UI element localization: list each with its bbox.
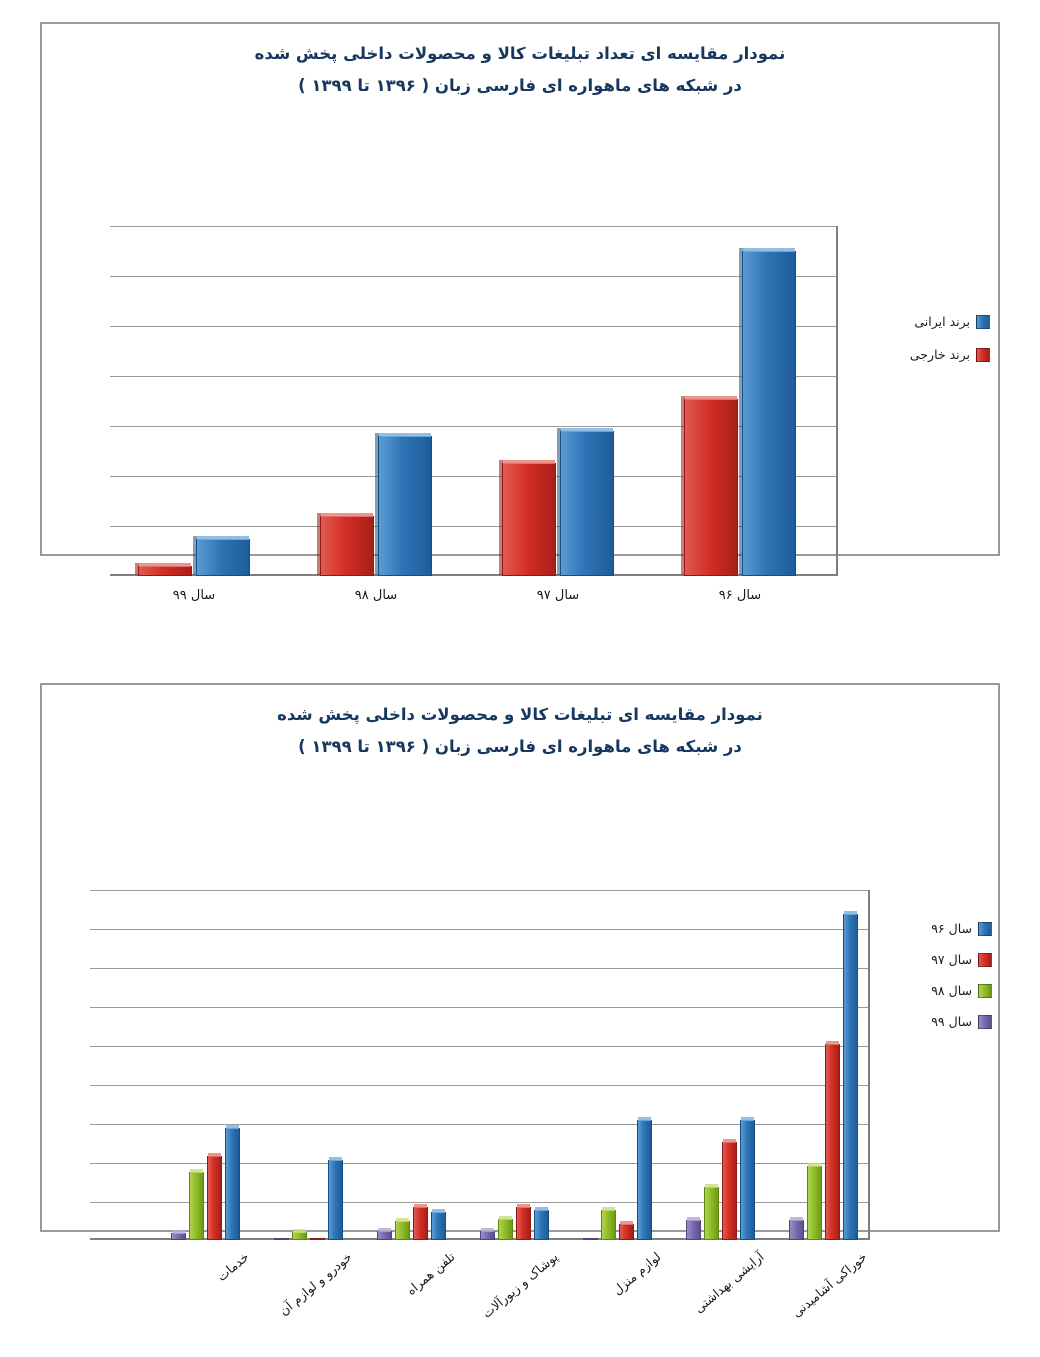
bars-layer-1 — [110, 226, 838, 576]
legend-label: سال ۹۸ — [931, 983, 972, 998]
bar-clothing-99 — [480, 1231, 495, 1240]
bar-side — [681, 396, 685, 575]
bar-home-99 — [583, 1238, 598, 1240]
bar-98-iranian — [378, 436, 432, 576]
bar-cap — [743, 248, 795, 252]
category-label-99: سال ۹۹ — [172, 588, 216, 604]
bar-side — [193, 536, 197, 575]
category-label-97: سال ۹۷ — [536, 588, 580, 604]
bar-home-98 — [601, 1210, 616, 1240]
bar-cap — [197, 536, 249, 540]
legend-2 — [882, 921, 992, 1045]
plot-box-1 — [110, 226, 838, 576]
bar-99-iranian — [196, 539, 250, 576]
bar-side — [375, 433, 379, 575]
legend-swatch-icon — [978, 984, 992, 998]
bar-auto-98 — [292, 1232, 307, 1240]
bar-cosmetics-99 — [686, 1220, 701, 1240]
bar-food-98 — [807, 1166, 822, 1240]
bar-cap — [499, 1216, 512, 1220]
bar-cap — [414, 1204, 427, 1208]
category-label-auto: خودرو و لوازم آن — [276, 1249, 355, 1319]
bar-cap — [561, 428, 613, 432]
bar-cap — [208, 1153, 221, 1157]
category-label-cosmetics: آرایشی بهداشتی — [691, 1249, 767, 1317]
bar-cap — [481, 1228, 494, 1232]
bar-side — [317, 513, 321, 575]
bar-cap — [432, 1209, 445, 1213]
bar-cap — [535, 1207, 548, 1211]
bar-clothing-98 — [498, 1219, 513, 1240]
legend-item-foreign-brand[interactable] — [870, 347, 990, 362]
legend-item-year-96[interactable] — [882, 921, 992, 936]
chart-title-2-line1: نمودار مقایسه ای تبلیغات کالا و محصولات داخلی پخش شده — [277, 705, 763, 724]
bar-side — [499, 460, 503, 575]
category-label-clothing: پوشاک و زیورآلات — [479, 1249, 561, 1322]
bar-cosmetics-97 — [722, 1142, 737, 1240]
bar-mobile-97 — [413, 1207, 428, 1240]
bar-cap — [172, 1230, 185, 1234]
bar-cap — [790, 1217, 803, 1221]
legend-item-iranian-brand[interactable] — [870, 314, 990, 329]
bar-cap — [329, 1157, 342, 1161]
bar-home-96 — [637, 1120, 652, 1240]
bar-cap — [321, 513, 373, 517]
chart-card-comparison-brands — [40, 22, 1000, 604]
bar-96-iranian — [742, 251, 796, 576]
bar-auto-96 — [328, 1160, 343, 1240]
bar-food-99 — [789, 1220, 804, 1240]
chart-title-2 — [42, 685, 998, 763]
bar-services-97 — [207, 1156, 222, 1240]
bar-clothing-96 — [534, 1210, 549, 1240]
bar-cosmetics-96 — [740, 1120, 755, 1240]
chart-card-categories-by-year — [40, 683, 1000, 1322]
category-label-food: خوراکی آشامیدنی — [788, 1249, 870, 1321]
bar-food-96 — [843, 914, 858, 1240]
bar-food-97 — [825, 1044, 840, 1240]
legend-1 — [870, 314, 990, 380]
bar-cap — [226, 1125, 239, 1129]
bar-cap — [844, 911, 857, 915]
bar-cap — [503, 460, 555, 464]
category-label-mobile: تلفن همراه — [403, 1249, 458, 1299]
legend-item-year-98[interactable] — [882, 983, 992, 998]
legend-swatch-icon — [978, 953, 992, 967]
legend-swatch-icon — [976, 315, 990, 329]
bar-cap — [723, 1139, 736, 1143]
legend-item-year-99[interactable] — [882, 1014, 992, 1029]
bar-auto-99 — [274, 1238, 289, 1240]
plot-box-2 — [90, 890, 870, 1240]
bar-auto-97 — [310, 1238, 325, 1240]
bar-cap — [638, 1117, 651, 1121]
bar-mobile-98 — [395, 1221, 410, 1240]
bar-cap — [741, 1117, 754, 1121]
bar-cap — [620, 1221, 633, 1225]
bar-cap — [517, 1204, 530, 1208]
bar-cap — [139, 563, 191, 567]
bar-mobile-96 — [431, 1212, 446, 1240]
bar-99-foreign — [138, 566, 192, 576]
chart-title-1-line2: در شبکه های ماهواره ای فارسی زبان ( ۱۳۹۶ تا ۱۳۹۹ ) — [298, 76, 742, 96]
legend-label: سال ۹۷ — [931, 952, 972, 967]
bar-side — [739, 248, 743, 575]
legend-swatch-icon — [978, 1015, 992, 1029]
chart-title-1-line1: نمودار مقایسه ای تعداد تبلیغات کالا و محصولات داخلی پخش شده — [254, 44, 786, 63]
bar-cap — [685, 396, 737, 400]
bar-97-foreign — [502, 463, 556, 576]
chart-title-1 — [42, 24, 998, 102]
bar-services-98 — [189, 1172, 204, 1240]
bar-96-foreign — [684, 399, 738, 576]
bar-cap — [808, 1163, 821, 1167]
bar-cap — [378, 1228, 391, 1232]
bar-cosmetics-98 — [704, 1187, 719, 1240]
bar-cap — [705, 1184, 718, 1188]
bar-cap — [602, 1207, 615, 1211]
bars-layer-2 — [90, 890, 870, 1240]
category-label-home: لوازم منزل — [609, 1249, 664, 1299]
bar-side — [135, 563, 139, 575]
bar-cap — [190, 1169, 203, 1173]
legend-label: سال ۹۶ — [931, 921, 972, 936]
category-label-96: سال ۹۶ — [718, 588, 762, 604]
bar-cap — [293, 1229, 306, 1233]
category-label-services: خدمات — [213, 1249, 252, 1285]
legend-swatch-icon — [976, 348, 990, 362]
bar-97-iranian — [560, 431, 614, 576]
bar-cap — [826, 1041, 839, 1045]
bar-cap — [396, 1218, 409, 1222]
bar-98-foreign — [320, 516, 374, 576]
legend-swatch-icon — [978, 922, 992, 936]
chart-title-2-line2: در شبکه های ماهواره ای فارسی زبان ( ۱۳۹۶ تا ۱۳۹۹ ) — [298, 737, 742, 757]
category-label-98: سال ۹۸ — [354, 588, 398, 604]
bar-home-97 — [619, 1224, 634, 1240]
bar-cap — [687, 1217, 700, 1221]
bar-services-99 — [171, 1233, 186, 1240]
bar-cap — [379, 433, 431, 437]
bar-side — [557, 428, 561, 575]
legend-label: برند خارجی — [909, 347, 970, 362]
bar-clothing-97 — [516, 1207, 531, 1240]
legend-label: سال ۹۹ — [931, 1014, 972, 1029]
bar-mobile-99 — [377, 1231, 392, 1240]
legend-item-year-97[interactable] — [882, 952, 992, 967]
legend-label: برند ایرانی — [914, 314, 970, 329]
bar-services-96 — [225, 1128, 240, 1240]
